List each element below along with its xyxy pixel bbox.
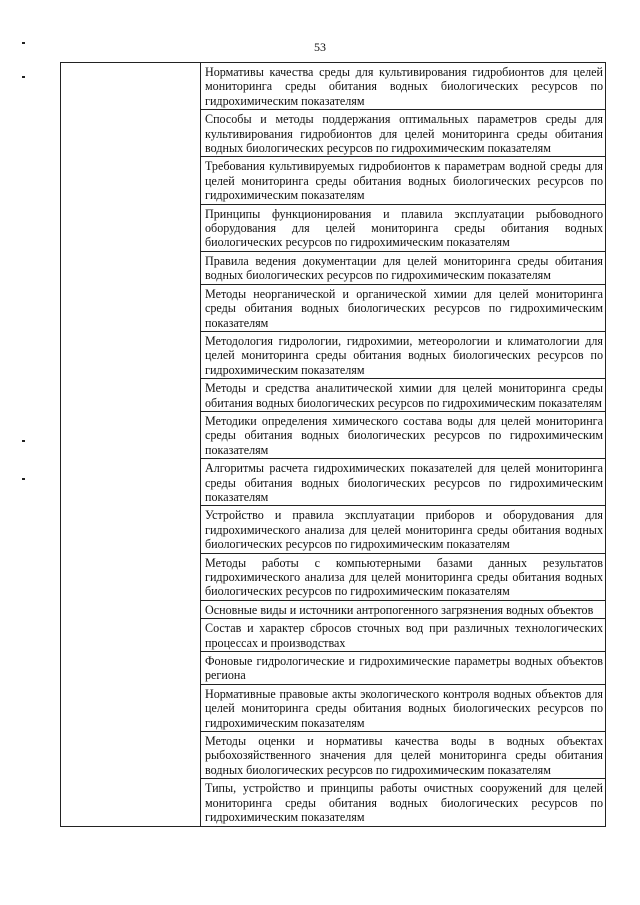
margin-mark (22, 76, 25, 78)
row-text: Методики определения химического состава воды для целей мониторинга среды обитания водных биологических ресурсов по гидрохимическим показателям (201, 411, 606, 458)
row-text: Состав и характер сбросов сточных вод при различных технологических процессах и производствах (201, 619, 606, 652)
row-text: Методы работы с компьютерными базами данных результатов гидрохимического анализа для целей мониторинга среды обитания водных биологических ресурсов по гидрохимическим показателям (201, 553, 606, 600)
left-column-empty (61, 63, 201, 827)
row-text: Правила ведения документации для целей мониторинга среды обитания водных биологических ресурсов по гидрохимическим показателям (201, 251, 606, 284)
row-text: Алгоритмы расчета гидрохимических показателей для целей мониторинга среды обитания водных биологических ресурсов по гидрохимическим показателям (201, 459, 606, 506)
table-row (61, 63, 606, 110)
margin-mark (22, 42, 25, 44)
row-text: Нормативы качества среды для культивирования гидробионтов для целей мониторинга среды обитания водных биологических ресурсов по гидрохимическим показателям (201, 63, 606, 110)
margin-mark (22, 478, 25, 480)
row-text: Методология гидрологии, гидрохимии, метеорологии и климатологии для целей мониторинга среды обитания водных биологических ресурсов по гидрохимическим показателям (201, 331, 606, 378)
row-text: Методы неорганической и органической химии для целей мониторинга среды обитания водных биологических ресурсов по гидрохимическим показателям (201, 284, 606, 331)
knowledge-table (60, 62, 606, 827)
row-text: Принципы функционирования и плавила эксплуатации рыбоводного оборудования для целей мониторинга среды обитания водных биологических ресурсов по гидрохимическим показателям (201, 204, 606, 251)
row-text: Устройство и правила эксплуатации приборов и оборудования для гидрохимического анализа для целей мониторинга среды обитания водных биологических ресурсов по гидрохимическим показателям (201, 506, 606, 553)
row-text: Методы оценки и нормативы качества воды в водных объектах рыбохозяйственного значения для целей мониторинга среды обитания водных биологических ресурсов по гидрохимическим показателям (201, 732, 606, 779)
row-text: Методы и средства аналитической химии для целей мониторинга среды обитания водных биологических ресурсов по гидрохимическим показателям (201, 379, 606, 412)
row-text: Фоновые гидрологические и гидрохимические параметры водных объектов региона (201, 652, 606, 685)
row-text: Требования культивируемых гидробионтов к параметрам водной среды для целей мониторинга среды обитания водных биологических ресурсов по гидрохимическим показателям (201, 157, 606, 204)
margin-mark (22, 440, 25, 442)
row-text: Способы и методы поддержания оптимальных параметров среды для культивирования гидробионтов для целей мониторинга среды обитания водных биологических ресурсов по гидрохимическим показателям (201, 110, 606, 157)
row-text: Основные виды и источники антропогенного загрязнения водных объектов (201, 600, 606, 618)
row-text: Типы, устройство и принципы работы очистных сооружений для целей мониторинга среды обитания водных биологических ресурсов по гидрохимическим показателям (201, 779, 606, 826)
page-number: 53 (314, 40, 326, 54)
row-text: Нормативные правовые акты экологического контроля водных объектов для целей мониторинга среды обитания водных биологических ресурсов по гидрохимическим показателям (201, 684, 606, 731)
